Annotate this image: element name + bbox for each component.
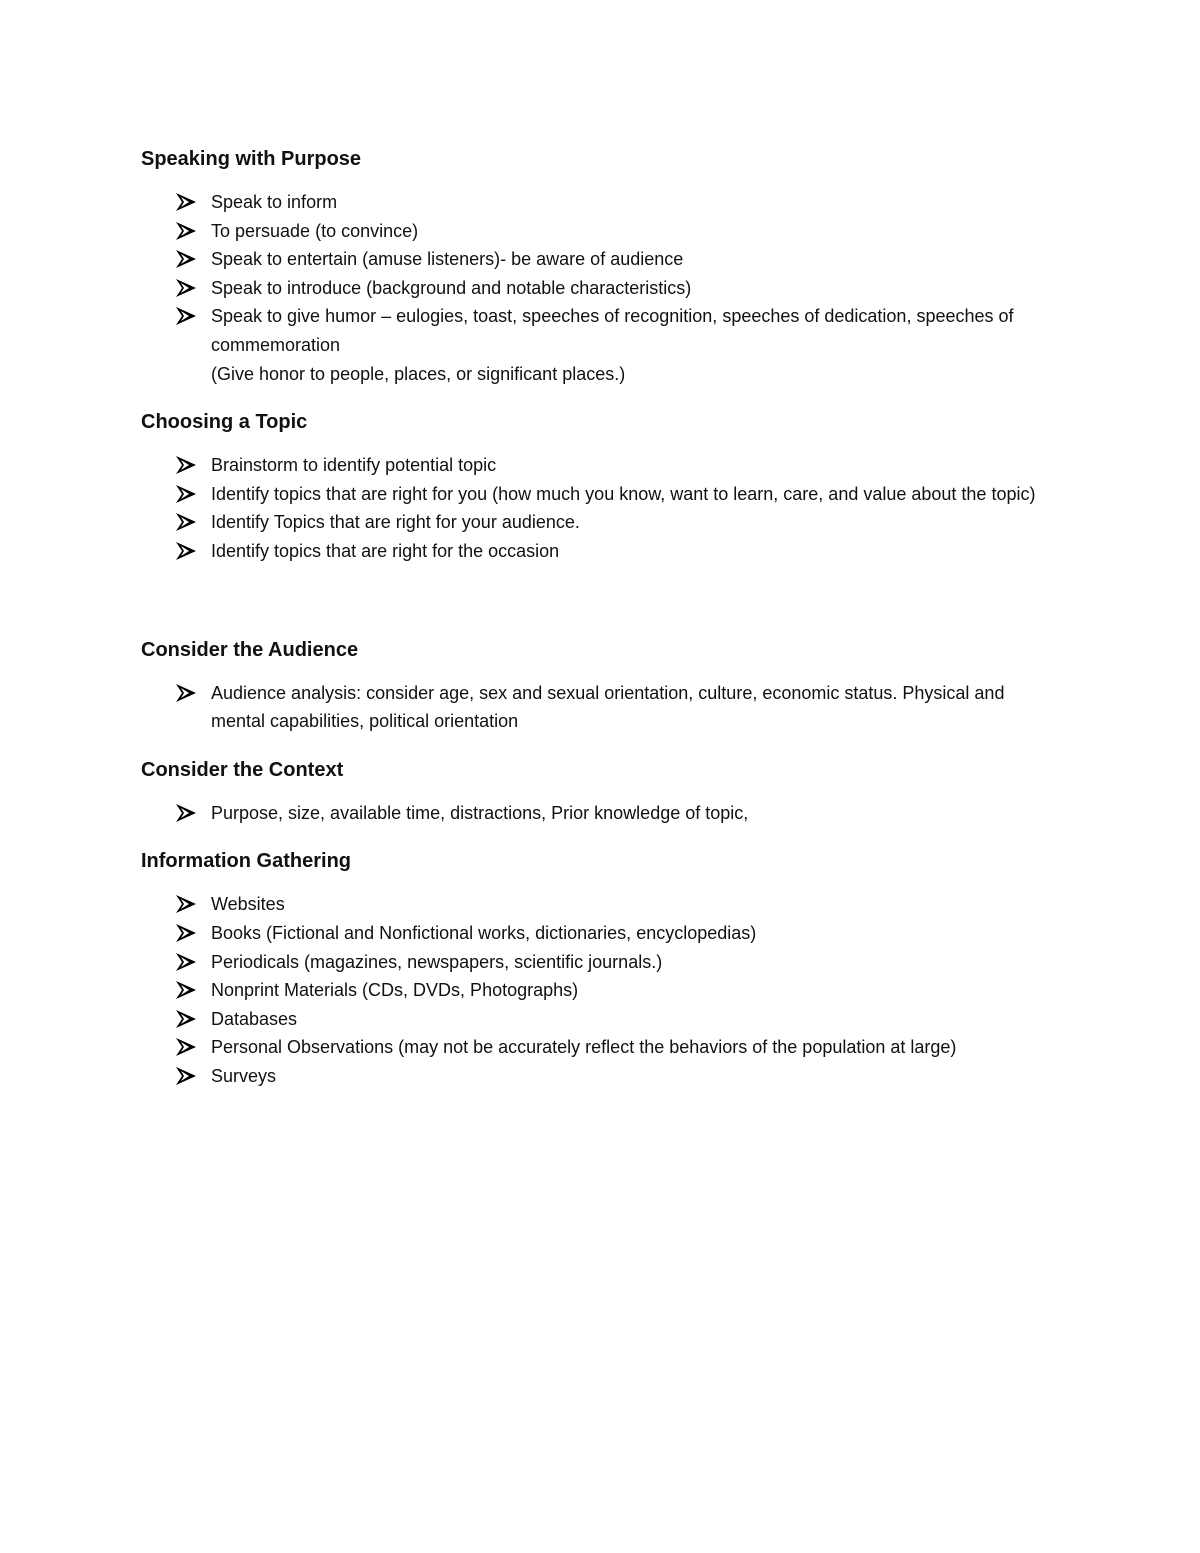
list-item	[141, 274, 1061, 303]
list-item	[141, 976, 1061, 1005]
list-item-text: Identify Topics that are right for your audience.	[211, 512, 580, 533]
arrowhead-bullet-icon	[175, 222, 197, 240]
spacer	[141, 584, 1061, 634]
list-item-note: (Give honor to people, places, or significant places.)	[211, 363, 626, 384]
list-item	[141, 480, 1061, 509]
section-heading-choosing-a-topic: Choosing a Topic	[141, 411, 308, 434]
list-item-text: Speak to give humor – eulogies, toast, speeches of recognition, speeches of dedication, speeches of commemoration	[211, 306, 1014, 355]
list-item-text: Websites	[211, 894, 285, 915]
arrowhead-bullet-icon	[175, 250, 197, 268]
list-item	[141, 948, 1061, 977]
arrowhead-bullet-icon	[175, 542, 197, 560]
list-item	[141, 1005, 1061, 1034]
list-item-text: Books (Fictional and Nonfictional works, dictionaries, encyclopedias)	[211, 922, 757, 943]
arrowhead-bullet-icon	[175, 307, 197, 325]
list-item	[141, 217, 1061, 246]
list-item-text: Identify topics that are right for the occasion	[211, 540, 560, 561]
list-item-text: Surveys	[211, 1065, 277, 1086]
section-heading-consider-the-context: Consider the Context	[141, 758, 344, 781]
arrowhead-bullet-icon	[175, 953, 197, 971]
arrowhead-bullet-icon	[175, 1010, 197, 1028]
list-item	[141, 1033, 1061, 1062]
bullet-list-consider-the-audience	[141, 679, 1061, 736]
list-item	[141, 188, 1061, 217]
list-item-text: Databases	[211, 1008, 298, 1029]
arrowhead-bullet-icon	[175, 513, 197, 531]
list-item	[141, 537, 1061, 566]
arrowhead-bullet-icon	[175, 924, 197, 942]
section-heading-information-gathering: Information Gathering	[141, 850, 351, 873]
list-item-text: Identify topics that are right for you (how much you know, want to learn, care, and value about the topic)	[211, 483, 1036, 504]
list-item	[141, 508, 1061, 537]
list-item	[141, 890, 1061, 919]
list-item	[141, 799, 1061, 828]
bullet-list-speaking-with-purpose	[141, 188, 1061, 388]
arrowhead-bullet-icon	[175, 485, 197, 503]
section-heading-consider-the-audience: Consider the Audience	[141, 638, 359, 661]
arrowhead-bullet-icon	[175, 684, 197, 702]
arrowhead-bullet-icon	[175, 804, 197, 822]
bullet-list-consider-the-context	[141, 799, 1061, 828]
arrowhead-bullet-icon	[175, 279, 197, 297]
list-item	[141, 245, 1061, 274]
bullet-list-information-gathering	[141, 890, 1061, 1090]
list-item-text: To persuade (to convince)	[211, 220, 419, 241]
list-item-text: Audience analysis: consider age, sex and sexual orientation, culture, economic status. Physical and mental capabilities, political orientation	[211, 682, 1005, 732]
document-body	[141, 143, 1061, 1108]
arrowhead-bullet-icon	[175, 981, 197, 999]
list-item-text: Brainstorm to identify potential topic	[211, 455, 497, 476]
list-item	[141, 919, 1061, 948]
list-item-text: Speak to inform	[211, 192, 338, 212]
arrowhead-bullet-icon	[175, 1067, 197, 1085]
arrowhead-bullet-icon	[175, 456, 197, 474]
arrowhead-bullet-icon	[175, 193, 197, 211]
section-heading-speaking-with-purpose: Speaking with Purpose	[141, 148, 362, 170]
arrowhead-bullet-icon	[175, 1038, 197, 1056]
list-item-text: Purpose, size, available time, distractions, Prior knowledge of topic,	[211, 802, 749, 823]
list-item-text: Personal Observations (may not be accurately reflect the behaviors of the population at large)	[211, 1037, 957, 1058]
list-item	[141, 451, 1061, 480]
arrowhead-bullet-icon	[175, 895, 197, 913]
list-item-text: Nonprint Materials (CDs, DVDs, Photographs)	[211, 980, 579, 1001]
list-item-text: Periodicals (magazines, newspapers, scientific journals.)	[211, 951, 663, 972]
list-item	[141, 679, 1061, 736]
list-item-text: Speak to introduce (background and notable characteristics)	[211, 277, 692, 298]
list-item-text: Speak to entertain (amuse listeners)- be aware of audience	[211, 249, 684, 270]
bullet-list-choosing-a-topic	[141, 451, 1061, 565]
list-item	[141, 1062, 1061, 1091]
list-item	[141, 302, 1061, 388]
